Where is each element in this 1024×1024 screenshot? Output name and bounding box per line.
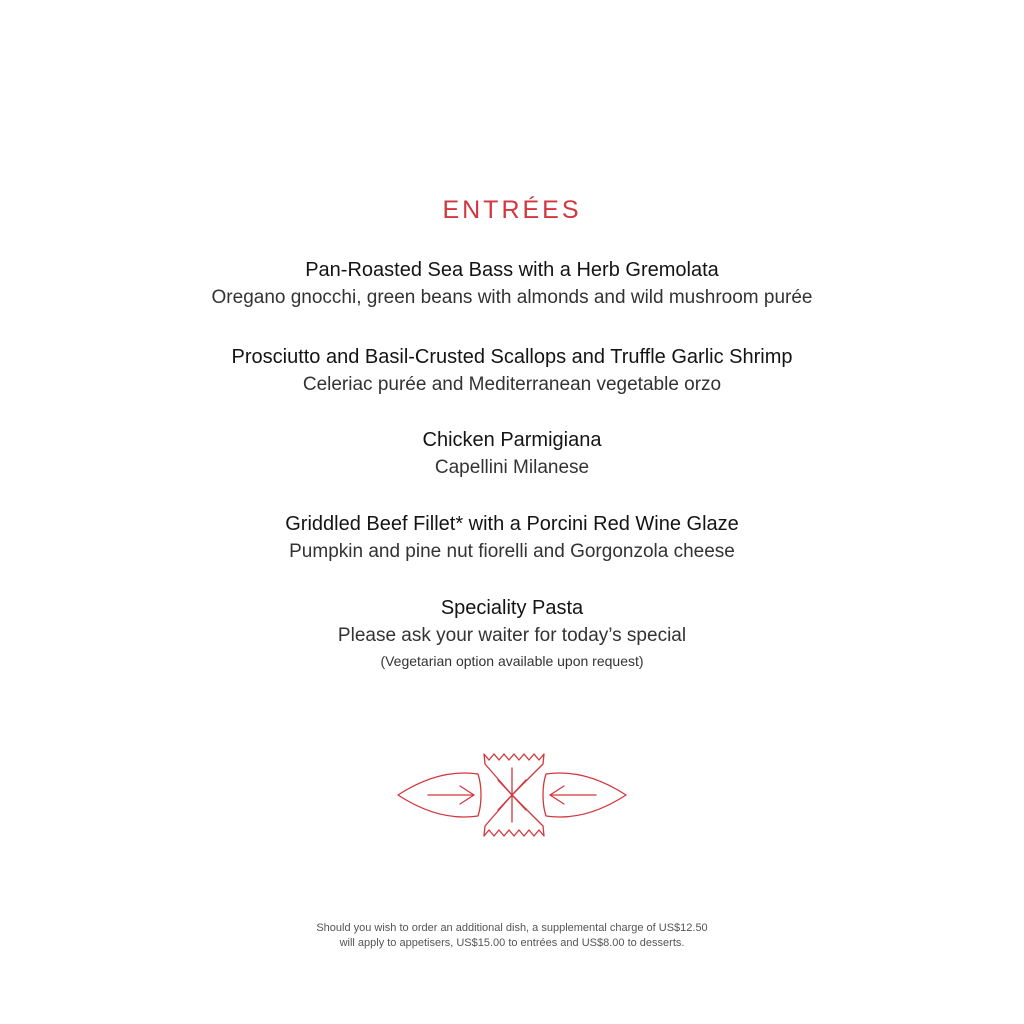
section-title: ENTRÉES xyxy=(442,196,582,224)
dish-item xyxy=(0,256,1024,312)
dish-item xyxy=(0,594,1024,672)
pasta-leaf-ornament-icon xyxy=(396,750,628,840)
dish-description: Capellini Milanese xyxy=(434,457,590,478)
footer-line: will apply to appetisers, US$15.00 to entrées and US$8.00 to desserts. xyxy=(339,937,685,949)
dish-description: Please ask your waiter for today’s special xyxy=(337,625,687,646)
dish-description: Oregano gnocchi, green beans with almonds and wild mushroom purée xyxy=(211,287,813,308)
dish-item xyxy=(0,426,1024,482)
supplemental-charge-note xyxy=(0,921,1024,951)
dish-item xyxy=(0,510,1024,566)
dish-description: Pumpkin and pine nut fiorelli and Gorgonzola cheese xyxy=(289,541,735,562)
dish-name: Prosciutto and Basil-Crusted Scallops and Truffle Garlic Shrimp xyxy=(231,346,793,368)
dish-description: Celeriac purée and Mediterranean vegetable orzo xyxy=(302,374,722,395)
dish-name: Chicken Parmigiana xyxy=(422,429,602,451)
dish-name: Pan-Roasted Sea Bass with a Herb Gremolata xyxy=(305,259,719,281)
footer-line: Should you wish to order an additional dish, a supplemental charge of US$12.50 xyxy=(316,922,708,934)
dish-name: Speciality Pasta xyxy=(440,597,584,619)
dish-item xyxy=(0,343,1024,399)
dish-name: Griddled Beef Fillet* with a Porcini Red Wine Glaze xyxy=(285,513,739,535)
dish-note: (Vegetarian option available upon request) xyxy=(380,653,644,669)
